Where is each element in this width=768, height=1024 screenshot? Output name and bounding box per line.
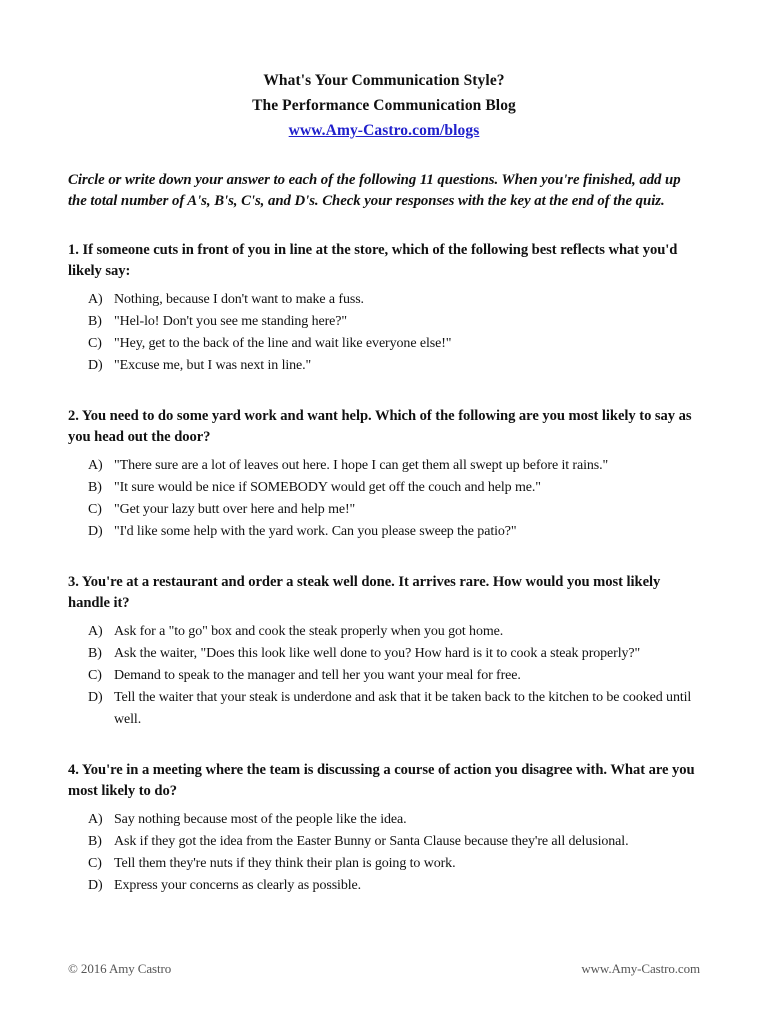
option-a[interactable] — [68, 289, 700, 311]
option-b[interactable] — [68, 477, 700, 499]
option-text: "Excuse me, but I was next in line." — [114, 358, 312, 373]
option-letter: C) — [88, 502, 102, 517]
options-list — [68, 289, 700, 377]
option-letter: A) — [88, 458, 103, 473]
option-text: Demand to speak to the manager and tell her you want your meal for free. — [114, 668, 521, 683]
option-text: Nothing, because I don't want to make a fuss. — [114, 292, 364, 307]
blog-link-container — [68, 118, 700, 143]
option-c[interactable] — [68, 333, 700, 355]
option-letter: D) — [88, 878, 103, 893]
option-d[interactable] — [68, 521, 700, 543]
option-text: "I'd like some help with the yard work. Can you please sweep the patio?" — [114, 524, 517, 539]
option-c[interactable] — [68, 499, 700, 521]
instructions-paragraph: Circle or write down your answer to each of the following 11 questions. When you're finished, add up the total number of A's, B's, C's, and D's. Check your responses with the key at the end of the quiz. — [68, 172, 681, 209]
page-title: What's Your Communication Style? — [263, 72, 505, 89]
option-a[interactable] — [68, 809, 700, 831]
option-text: Ask the waiter, "Does this look like well done to you? How hard is it to cook a steak properly?" — [114, 646, 641, 661]
option-b[interactable] — [68, 643, 700, 665]
question-block-3 — [68, 572, 700, 731]
option-letter: B) — [88, 834, 102, 849]
question-block-2 — [68, 406, 700, 543]
option-letter: C) — [88, 668, 102, 683]
option-d[interactable] — [68, 875, 700, 897]
option-letter: C) — [88, 336, 102, 351]
question-text: 3. You're at a restaurant and order a steak well done. It arrives rare. How would you most likely handle it? — [68, 574, 661, 611]
options-list — [68, 809, 700, 897]
option-letter: A) — [88, 292, 103, 307]
option-c[interactable] — [68, 665, 700, 687]
option-text: Tell the waiter that your steak is underdone and ask that it be taken back to the kitchen to be cooked until well. — [114, 690, 692, 727]
question-block-4 — [68, 760, 700, 897]
option-d[interactable] — [68, 687, 700, 731]
question-text: 4. You're in a meeting where the team is discussing a course of action you disagree with. What are you most likely to do? — [68, 762, 695, 799]
option-text: "Hey, get to the back of the line and wait like everyone else!" — [114, 336, 452, 351]
option-letter: D) — [88, 690, 103, 705]
option-letter: B) — [88, 480, 102, 495]
option-letter: B) — [88, 646, 102, 661]
questions-list — [68, 240, 700, 897]
option-letter: A) — [88, 812, 103, 827]
option-text: "Get your lazy butt over here and help me!" — [114, 502, 356, 517]
option-a[interactable] — [68, 621, 700, 643]
options-list — [68, 621, 700, 731]
option-text: "Hel-lo! Don't you see me standing here?" — [114, 314, 348, 329]
option-text: Ask for a "to go" box and cook the steak properly when you got home. — [114, 624, 504, 639]
question-block-1 — [68, 240, 700, 377]
option-d[interactable] — [68, 355, 700, 377]
option-letter: D) — [88, 524, 103, 539]
option-text: Tell them they're nuts if they think their plan is going to work. — [114, 856, 456, 871]
question-text: 2. You need to do some yard work and want help. Which of the following are you most likely to say as you head out the door? — [68, 408, 692, 445]
option-letter: A) — [88, 624, 103, 639]
footer-website: www.Amy-Castro.com — [581, 961, 700, 976]
document-header — [68, 0, 700, 143]
options-list — [68, 455, 700, 543]
option-letter: C) — [88, 856, 102, 871]
copyright-notice: © 2016 Amy Castro — [68, 961, 172, 976]
option-b[interactable] — [68, 831, 700, 853]
option-letter: D) — [88, 358, 103, 373]
document-footer — [68, 961, 700, 977]
blog-link[interactable]: www.Amy-Castro.com/blogs — [288, 122, 480, 139]
option-a[interactable] — [68, 455, 700, 477]
option-text: Say nothing because most of the people like the idea. — [114, 812, 407, 827]
option-b[interactable] — [68, 311, 700, 333]
option-text: Ask if they got the idea from the Easter Bunny or Santa Clause because they're all delusional. — [114, 834, 629, 849]
option-text: "There sure are a lot of leaves out here. I hope I can get them all swept up before it rains." — [114, 458, 609, 473]
page-subtitle: The Performance Communication Blog — [252, 97, 516, 114]
option-text: Express your concerns as clearly as possible. — [114, 878, 362, 893]
option-text: "It sure would be nice if SOMEBODY would get off the couch and help me." — [114, 480, 541, 495]
option-c[interactable] — [68, 853, 700, 875]
question-text: 1. If someone cuts in front of you in line at the store, which of the following best reflects what you'd likely say: — [68, 242, 678, 279]
option-letter: B) — [88, 314, 102, 329]
